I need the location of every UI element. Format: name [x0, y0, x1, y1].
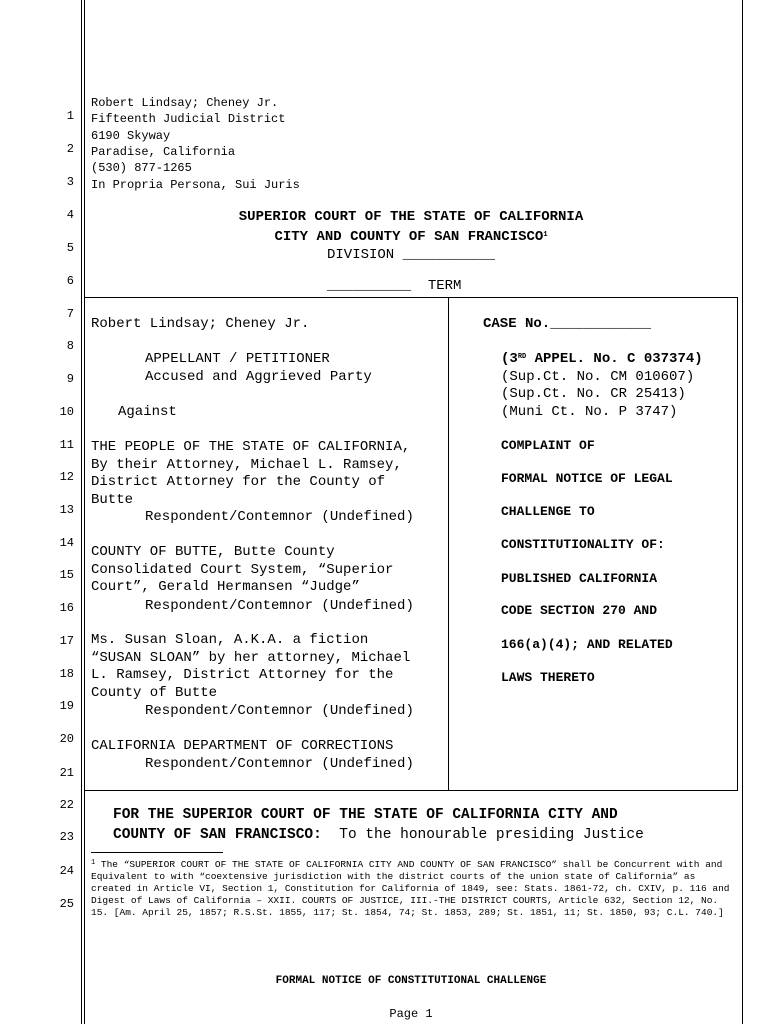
header-line: 6190 Skyway — [91, 129, 171, 143]
respondent-3-line: County of Butte — [91, 685, 218, 701]
respondent-2-line: Court”, Gerald Hermansen “Judge” — [91, 579, 360, 595]
respondent-4-label: Respondent/Contemnor (Undefined) — [145, 756, 414, 772]
respondent-1-line: THE PEOPLE OF THE STATE OF CALIFORNIA, — [91, 439, 411, 455]
body-line-2-rest: To the honourable presiding Justice — [321, 827, 644, 843]
respondent-4-line: CALIFORNIA DEPARTMENT OF CORRECTIONS — [91, 738, 394, 754]
respondent-1-label: Respondent/Contemnor (Undefined) — [145, 509, 414, 525]
document-title-line: CONSTITUTIONALITY OF: — [501, 537, 665, 552]
petitioner-name: Robert Lindsay; Cheney Jr. — [91, 316, 310, 332]
header-line: In Propria Persona, Sui Juris — [91, 178, 300, 192]
appeal-number — [501, 351, 703, 368]
line-number: 13 — [59, 503, 74, 517]
footnote-separator — [91, 852, 223, 853]
body-line-1: FOR THE SUPERIOR COURT OF THE STATE OF CALIFORNIA CITY AND — [113, 807, 618, 823]
document-title-line: PUBLISHED CALIFORNIA — [501, 571, 658, 586]
caption-box-divider — [448, 297, 449, 791]
line-number: 24 — [59, 864, 74, 878]
case-ref: (Sup.Ct. No. CR 25413) — [501, 386, 686, 402]
appeal-rest: APPEL. No. C 037374) — [526, 351, 703, 367]
line-number: 14 — [59, 536, 74, 550]
header-line: Paradise, California — [91, 145, 236, 159]
line-number: 9 — [66, 372, 74, 386]
court-title-line1: SUPERIOR COURT OF THE STATE OF CALIFORNIA — [238, 209, 584, 225]
petitioner-role-sub: Accused and Aggrieved Party — [145, 369, 372, 385]
caption-box-top — [85, 297, 738, 298]
line-number: 11 — [59, 438, 74, 452]
division-line: DIVISION ___________ — [326, 247, 496, 263]
left-margin-rule-outer — [81, 0, 82, 1024]
line-number: 22 — [59, 798, 74, 812]
footnote-text: The “SUPERIOR COURT OF THE STATE OF CALIFORNIA CITY AND COUNTY OF SAN FRANCISCO” shall be Concurrent with and Equivalent to with “coextensive jurisdiction with the district courts of the union state of California” as created in Article VI, Section 1, Constitution for California of 1849, see: Stats. 1861-72, ch. CXIV, p. 116 and Digest of Laws of California – XXII. COURTS OF JUSTICE, III.-THE DISTRICT COURTS, Article 632, Section 12, No. 15. [Am. April 25, 1857; R.S.St. 1855, 117; St. 1854, 74; St. 1853, 289; St. 1851, 11; St. 1850, 93; C.L. 740.] — [91, 859, 730, 918]
respondent-3-line: Ms. Susan Sloan, A.K.A. a fiction — [91, 632, 369, 648]
respondent-3-line: L. Ramsey, District Attorney for the — [91, 667, 394, 683]
line-number: 19 — [59, 699, 74, 713]
respondent-1-line: District Attorney for the County of — [91, 474, 386, 490]
line-number: 7 — [66, 307, 74, 321]
case-number: CASE No.____________ — [483, 316, 652, 332]
line-number: 6 — [66, 274, 74, 288]
line-number: 25 — [59, 897, 74, 911]
document-title-line: 166(a)(4); AND RELATED — [501, 637, 673, 652]
document-title-line: CODE SECTION 270 AND — [501, 603, 658, 618]
document-title-line: LAWS THERETO — [501, 670, 595, 685]
footnote-reference[interactable]: 1 — [543, 231, 548, 239]
appeal-prefix: (3 — [501, 351, 518, 367]
appeal-ordinal: RD — [517, 353, 527, 361]
body-line-2-bold: COUNTY OF SAN FRANCISCO: — [113, 827, 322, 843]
footnote-mark: 1 — [91, 859, 96, 867]
respondent-1-line: Butte — [91, 492, 134, 508]
respondent-3-label: Respondent/Contemnor (Undefined) — [145, 703, 414, 719]
header-line: Robert Lindsay; Cheney Jr. — [91, 96, 279, 110]
footnote — [91, 859, 731, 919]
footer-title: FORMAL NOTICE OF CONSTITUTIONAL CHALLENGE — [275, 975, 547, 987]
line-number: 18 — [59, 667, 74, 681]
line-number: 2 — [66, 142, 74, 156]
petitioner-role: APPELLANT / PETITIONER — [145, 351, 330, 367]
line-number: 8 — [66, 339, 74, 353]
line-number: 10 — [59, 405, 74, 419]
respondent-1-line: By their Attorney, Michael L. Ramsey, — [91, 457, 402, 473]
page-number: Page 1 — [389, 1007, 433, 1021]
term-line: __________ TERM — [327, 278, 462, 294]
respondent-2-line: Consolidated Court System, “Superior — [91, 562, 394, 578]
line-number: 20 — [59, 732, 74, 746]
line-number: 4 — [66, 208, 74, 222]
document-title-line: CHALLENGE TO — [501, 504, 595, 519]
caption-box-bottom — [85, 790, 738, 791]
court-title-line2 — [86, 228, 736, 247]
body-line-2 — [113, 827, 644, 844]
court-title-text: CITY AND COUNTY OF SAN FRANCISCO — [274, 229, 544, 245]
line-number: 23 — [59, 830, 74, 844]
case-ref: (Sup.Ct. No. CM 010607) — [501, 369, 695, 385]
line-number: 12 — [59, 470, 74, 484]
line-number: 3 — [66, 175, 74, 189]
against-label: Against — [118, 404, 177, 420]
caption-box-right — [737, 297, 738, 791]
line-number: 21 — [59, 766, 74, 780]
right-margin-rule — [742, 0, 743, 1024]
line-number: 5 — [66, 241, 74, 255]
respondent-3-line: “SUSAN SLOAN” by her attorney, Michael — [91, 650, 411, 666]
header-line: (530) 877-1265 — [91, 161, 192, 175]
respondent-2-line: COUNTY OF BUTTE, Butte County — [91, 544, 335, 560]
line-number: 17 — [59, 634, 74, 648]
left-margin-rule-inner — [84, 0, 85, 1024]
line-number: 15 — [59, 568, 74, 582]
header-line: Fifteenth Judicial District — [91, 112, 286, 126]
line-number: 1 — [66, 109, 74, 123]
case-ref: (Muni Ct. No. P 3747) — [501, 404, 678, 420]
respondent-2-label: Respondent/Contemnor (Undefined) — [145, 598, 414, 614]
document-title-line: COMPLAINT OF — [501, 438, 595, 453]
document-title-line: FORMAL NOTICE OF LEGAL — [501, 471, 673, 486]
line-number: 16 — [59, 601, 74, 615]
